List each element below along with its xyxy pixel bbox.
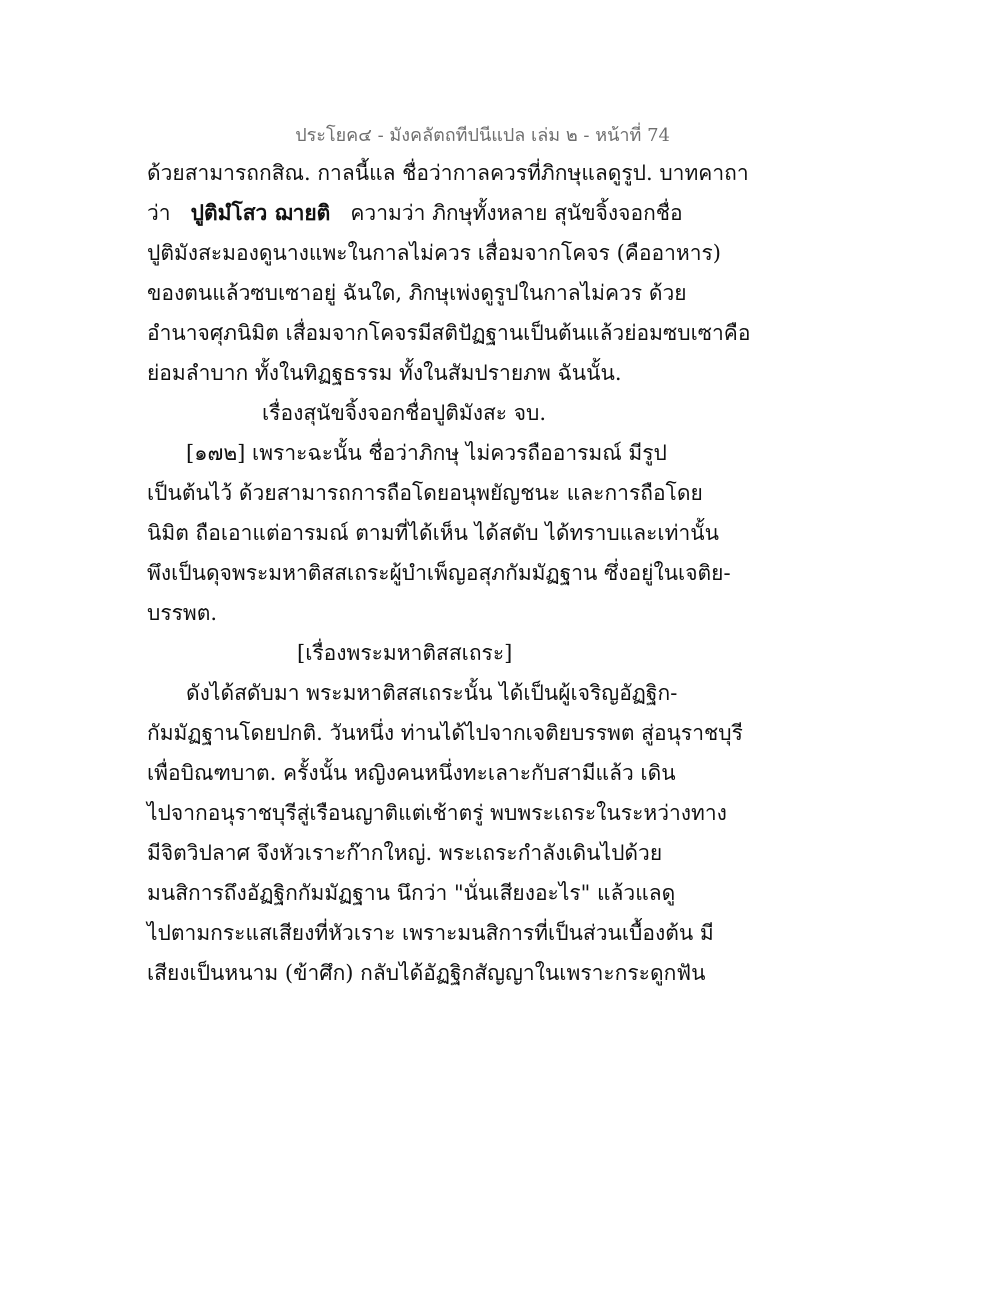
- text-line-10: นิมิต ถือเอาแต่อารมณ์ ตามที่ได้เห็น ได้สดับ ได้ทราบและเท่านั้น: [147, 521, 719, 545]
- text-line-4: ของตนแล้วซบเซาอยู่ ฉันใด, ภิกษุเพ่งดูรูปในกาลไม่ควร ด้วย: [147, 281, 687, 305]
- page-header: ประโยค๔ - มังคลัตถทีปนีแปล เล่ม ๒ - หน้าที่ 74: [295, 125, 670, 146]
- section-heading: [เรื่องพระมหาติสสเถระ]: [297, 641, 513, 665]
- text-line-6: ย่อมลำบาก ทั้งในทิฏฐธรรม ทั้งในสัมปรายภพ ฉันนั้น.: [147, 361, 622, 385]
- text-line-17: ไปจากอนุราชบุรีสู่เรือนญาติแต่เช้าตรู่ พบพระเถระในระหว่างทาง: [147, 801, 727, 825]
- text-line-2-prefix: ว่า: [147, 201, 171, 225]
- text-line-2-suffix: ความว่า ภิกษุทั้งหลาย สุนัขจิ้งจอกชื่อ: [350, 201, 683, 225]
- text-line-9: เป็นต้นไว้ ด้วยสามารถการถือโดยอนุพยัญชนะ และการถือโดย: [147, 481, 703, 505]
- text-line-18: มีจิตวิปลาศ จึงหัวเราะก๊ากใหญ่. พระเถระกำลังเดินไปด้วย: [147, 841, 663, 865]
- text-line-20: ไปตามกระแสเสียงที่หัวเราะ เพราะมนสิการที่เป็นส่วนเบื้องต้น มี: [147, 921, 714, 945]
- text-line-21: เสียงเป็นหนาม (ข้าศึก) กลับได้อัฏฐิกสัญญาในเพราะกระดูกฟัน: [147, 961, 706, 985]
- text-line-11: พึงเป็นดุจพระมหาติสสเถระผู้บำเพ็ญอสุภกัมมัฏฐาน ซึ่งอยู่ในเจติย-: [147, 561, 731, 585]
- text-line-5: อำนาจศุภนิมิต เสื่อมจากโคจรมีสติปัฏฐานเป็นต้นแล้วย่อมซบเซาคือ: [147, 321, 751, 345]
- text-line-12: บรรพต.: [147, 601, 218, 625]
- section-172-line: [๑๗๒] เพราะฉะนั้น ชื่อว่าภิกษุ ไม่ควรถืออารมณ์ มีรูป: [186, 441, 667, 465]
- pali-quote: ปูติมํโสว ฌายติ: [190, 200, 331, 225]
- text-line-15: กัมมัฏฐานโดยปกติ. วันหนึ่ง ท่านได้ไปจากเจติยบรรพต สู่อนุราชบุรี: [147, 721, 743, 745]
- text-line-2: [147, 198, 683, 228]
- text-line-16: เพื่อบิณฑบาต. ครั้งนั้น หญิงคนหนึ่งทะเลาะกับสามีแล้ว เดิน: [147, 761, 676, 785]
- story-end-line: เรื่องสุนัขจิ้งจอกชื่อปูติมังสะ จบ.: [262, 401, 547, 425]
- text-line-19: มนสิการถึงอัฏฐิกกัมมัฏฐาน นึกว่า "นั่นเสียงอะไร" แล้วแลดู: [147, 881, 676, 905]
- text-line-3: ปูติมังสะมองดูนางแพะในกาลไม่ควร เสื่อมจากโคจร (คืออาหาร): [147, 241, 721, 265]
- text-line-14: ดังได้สดับมา พระมหาติสสเถระนั้น ได้เป็นผู้เจริญอัฏฐิก-: [186, 681, 678, 705]
- text-line-1: ด้วยสามารถกสิณ. กาลนี้แล ชื่อว่ากาลควรที่ภิกษุแลดูรูป. บาทคาถา: [147, 161, 749, 185]
